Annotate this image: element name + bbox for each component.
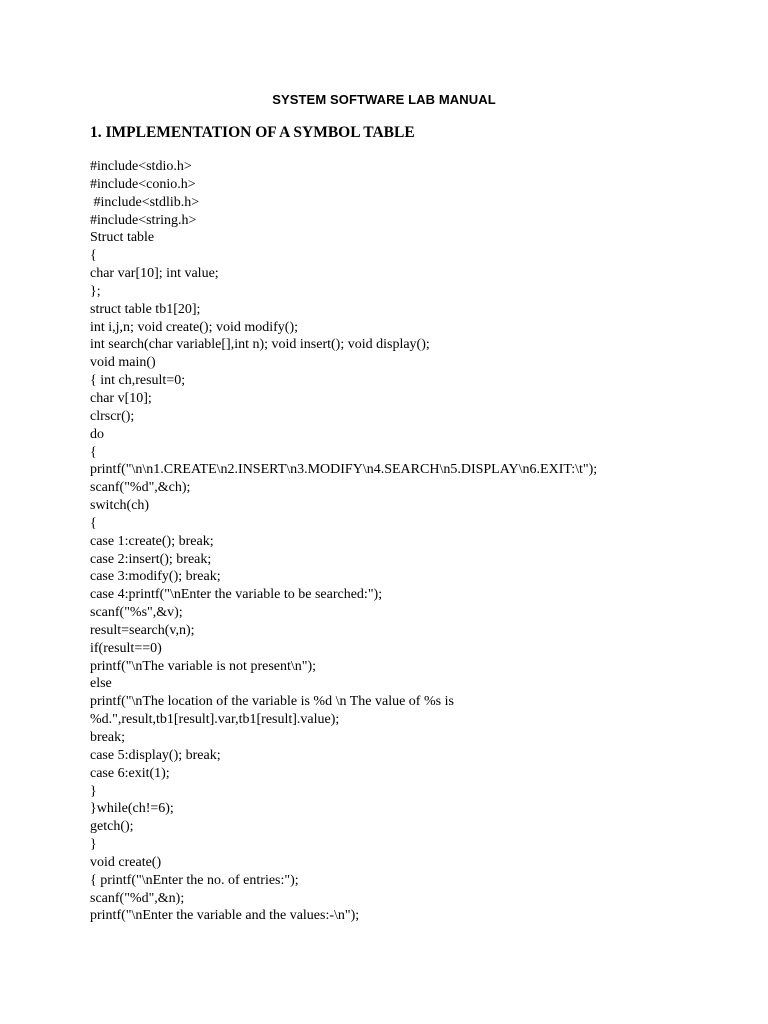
code-line: clrscr(); xyxy=(90,408,135,424)
code-line: else xyxy=(90,676,112,692)
code-line: result=search(v,n); xyxy=(90,622,195,638)
code-line: printf("\n\n1.CREATE\n2.INSERT\n3.MODIFY\n4.SEARCH\n5.DISPLAY\n6.EXIT:\t"); xyxy=(90,462,598,478)
code-line: int i,j,n; void create(); void modify(); xyxy=(90,319,299,335)
code-line: void main() xyxy=(90,355,156,371)
code-line: }; xyxy=(90,283,101,299)
code-line: %d.",result,tb1[result].var,tb1[result].value); xyxy=(90,712,340,728)
code-line: scanf("%s",&v); xyxy=(90,605,183,621)
code-line: #include<conio.h> xyxy=(90,176,196,192)
page-title: SYSTEM SOFTWARE LAB MANUAL xyxy=(272,92,496,107)
code-listing xyxy=(90,158,730,925)
code-line: char var[10]; int value; xyxy=(90,266,219,282)
code-line: { printf("\nEnter the no. of entries:"); xyxy=(90,872,299,888)
code-line: { xyxy=(90,444,97,460)
code-line: #include<stdio.h> xyxy=(90,159,192,174)
code-line: printf("\nEnter the variable and the values:-\n"); xyxy=(90,908,360,924)
code-line: #include<stdlib.h> xyxy=(90,194,200,210)
code-line: void create() xyxy=(90,854,162,870)
code-line: case 6:exit(1); xyxy=(90,765,170,781)
code-line: case 4:printf("\nEnter the variable to be searched:"); xyxy=(90,587,383,603)
code-line: #include<string.h> xyxy=(90,212,197,228)
code-line: int search(char variable[],int n); void insert(); void display(); xyxy=(90,337,430,353)
code-line: printf("\nThe location of the variable is %d \n The value of %s is xyxy=(90,694,454,710)
code-line: } xyxy=(90,783,97,799)
code-line: } xyxy=(90,837,97,853)
code-line: Struct table xyxy=(90,230,155,246)
section-heading: 1. IMPLEMENTATION OF A SYMBOL TABLE xyxy=(90,124,415,141)
code-line: }while(ch!=6); xyxy=(90,801,174,817)
code-line: break; xyxy=(90,730,125,745)
code-line: if(result==0) xyxy=(90,640,162,656)
code-line: case 3:modify(); break; xyxy=(90,569,221,585)
code-line: case 5:display(); break; xyxy=(90,747,221,763)
code-line: scanf("%d",&n); xyxy=(90,890,185,906)
code-line: case 1:create(); break; xyxy=(90,533,214,549)
code-line: { int ch,result=0; xyxy=(90,373,186,389)
code-line: printf("\nThe variable is not present\n"); xyxy=(90,658,317,674)
code-line: getch(); xyxy=(90,819,134,835)
code-line: char v[10]; xyxy=(90,390,152,406)
code-line: do xyxy=(90,426,104,442)
code-line: case 2:insert(); break; xyxy=(90,551,212,567)
code-line: scanf("%d",&ch); xyxy=(90,480,191,496)
code-line: switch(ch) xyxy=(90,498,150,514)
code-line: { xyxy=(90,248,97,264)
code-line: struct table tb1[20]; xyxy=(90,301,201,317)
code-line: { xyxy=(90,515,97,531)
